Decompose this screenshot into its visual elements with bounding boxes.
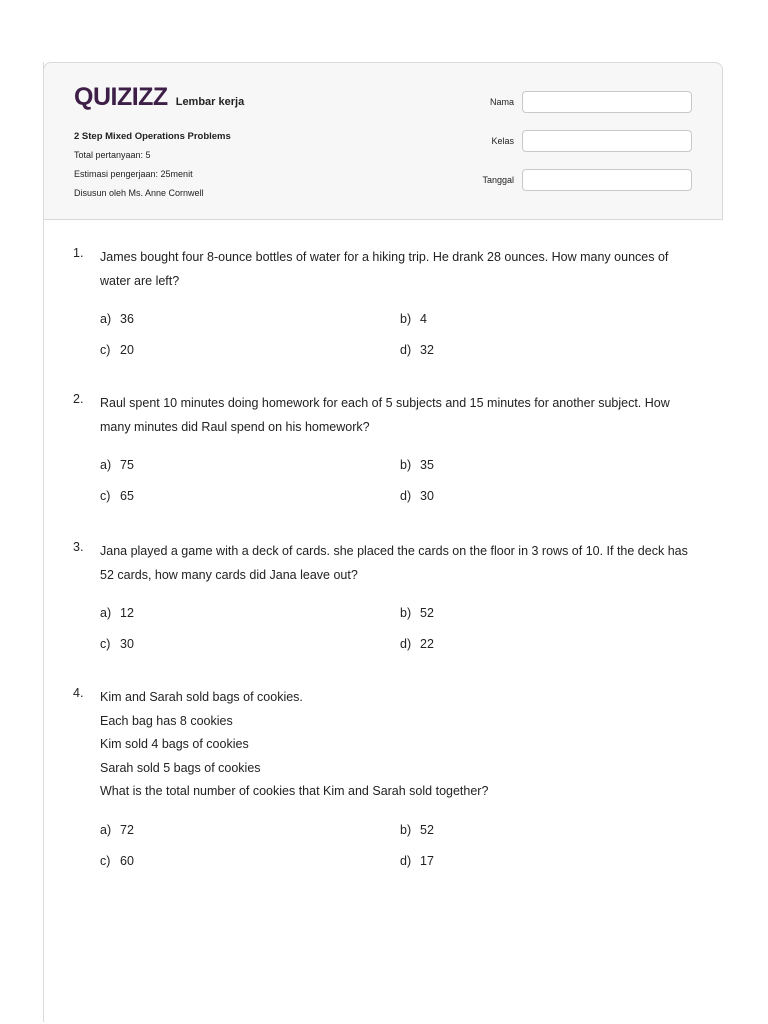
answer-option[interactable] bbox=[400, 820, 700, 841]
option-letter: c) bbox=[100, 343, 111, 357]
option-letter: c) bbox=[100, 489, 111, 503]
answer-option[interactable] bbox=[100, 340, 400, 361]
option-value: 52 bbox=[420, 606, 434, 620]
question-text-line: Raul spent 10 minutes doing homework for each of 5 subjects and 15 minutes for another subject. How many minutes did Raul spend on his homework? bbox=[100, 396, 670, 434]
time-estimate: Estimasi pengerjaan: 25menit bbox=[74, 169, 193, 179]
answer-option[interactable] bbox=[400, 603, 700, 624]
worksheet-meta bbox=[74, 127, 231, 203]
question-text-line: Sarah sold 5 bags of cookies bbox=[100, 760, 261, 775]
question-text bbox=[100, 246, 693, 293]
class-field bbox=[442, 130, 692, 152]
date-field bbox=[442, 169, 692, 191]
question-text bbox=[100, 540, 693, 587]
question-text bbox=[100, 686, 693, 804]
question-2 bbox=[73, 392, 693, 507]
option-letter: d) bbox=[400, 343, 412, 357]
question-4 bbox=[73, 686, 693, 872]
name-field bbox=[442, 91, 692, 113]
answer-option[interactable] bbox=[100, 851, 400, 872]
option-letter: b) bbox=[400, 822, 412, 837]
option-value: 30 bbox=[120, 637, 134, 651]
option-letter: a) bbox=[100, 606, 112, 620]
answer-option[interactable] bbox=[400, 851, 700, 872]
option-value: 32 bbox=[420, 343, 434, 357]
answer-option[interactable] bbox=[100, 820, 400, 841]
question-text-line: What is the total number of cookies that Kim and Sarah sold together? bbox=[100, 784, 489, 798]
question-text-line: James bought four 8-ounce bottles of water for a hiking trip. He drank 28 ounces. How many ounces of water are left? bbox=[100, 250, 669, 288]
option-letter: a) bbox=[100, 458, 112, 472]
answer-options bbox=[100, 309, 693, 361]
quizizz-logo bbox=[74, 83, 244, 112]
option-letter: d) bbox=[400, 853, 412, 868]
question-text bbox=[100, 392, 693, 439]
option-value: 52 bbox=[420, 822, 434, 837]
option-letter: d) bbox=[400, 637, 412, 651]
total-questions: Total pertanyaan: 5 bbox=[74, 150, 151, 160]
question-3 bbox=[73, 540, 693, 655]
option-value: 72 bbox=[120, 822, 134, 837]
question-number: 2. bbox=[73, 392, 84, 406]
option-value: 12 bbox=[120, 606, 134, 620]
option-value: 22 bbox=[420, 637, 434, 651]
option-letter: a) bbox=[100, 822, 112, 837]
student-fields bbox=[442, 91, 692, 208]
author: Disusun oleh Ms. Anne Cornwell bbox=[74, 188, 204, 198]
option-value: 60 bbox=[120, 853, 134, 868]
answer-option[interactable] bbox=[400, 486, 700, 507]
logo-text: QUIZIZZ bbox=[74, 83, 168, 111]
option-letter: b) bbox=[400, 312, 412, 326]
answer-option[interactable] bbox=[100, 603, 400, 624]
option-letter: b) bbox=[400, 458, 412, 472]
worksheet-title: 2 Step Mixed Operations Problems bbox=[74, 131, 231, 142]
option-value: 65 bbox=[120, 489, 134, 503]
date-input[interactable] bbox=[522, 169, 692, 191]
answer-option[interactable] bbox=[100, 309, 400, 330]
option-letter: d) bbox=[400, 489, 412, 503]
class-label: Kelas bbox=[491, 136, 514, 146]
option-letter: c) bbox=[100, 853, 111, 868]
option-letter: a) bbox=[100, 312, 112, 326]
answer-option[interactable] bbox=[400, 634, 700, 655]
option-value: 17 bbox=[420, 853, 434, 868]
option-letter: c) bbox=[100, 637, 111, 651]
question-1 bbox=[73, 246, 693, 361]
question-number: 1. bbox=[73, 246, 84, 260]
question-text-line: Kim and Sarah sold bags of cookies. bbox=[100, 690, 303, 704]
option-value: 30 bbox=[420, 489, 434, 503]
date-label: Tanggal bbox=[482, 175, 514, 185]
question-text-line: Each bag has 8 cookies bbox=[100, 713, 233, 728]
answer-option[interactable] bbox=[400, 340, 700, 361]
name-input[interactable] bbox=[522, 91, 692, 113]
answer-option[interactable] bbox=[400, 455, 700, 476]
question-text-line: Kim sold 4 bags of cookies bbox=[100, 737, 249, 751]
name-label: Nama bbox=[489, 97, 514, 107]
option-letter: b) bbox=[400, 606, 412, 620]
answer-options bbox=[100, 455, 693, 507]
worksheet-label: Lembar kerja bbox=[175, 96, 245, 108]
option-value: 75 bbox=[120, 458, 134, 472]
class-input[interactable] bbox=[522, 130, 692, 152]
worksheet-header bbox=[43, 62, 723, 220]
option-value: 4 bbox=[420, 312, 427, 326]
answer-option[interactable] bbox=[100, 634, 400, 655]
question-text-line: Jana played a game with a deck of cards. she placed the cards on the floor in 3 rows of 10. If the deck has 52 cards, how many cards did Jana leave out? bbox=[100, 544, 688, 582]
answer-options bbox=[100, 603, 693, 655]
question-number: 3. bbox=[73, 540, 84, 554]
answer-options bbox=[100, 820, 693, 872]
question-number: 4. bbox=[73, 686, 84, 700]
option-value: 35 bbox=[420, 458, 434, 472]
answer-option[interactable] bbox=[400, 309, 700, 330]
answer-option[interactable] bbox=[100, 455, 400, 476]
answer-option[interactable] bbox=[100, 486, 400, 507]
option-value: 36 bbox=[120, 312, 134, 326]
option-value: 20 bbox=[120, 343, 134, 357]
